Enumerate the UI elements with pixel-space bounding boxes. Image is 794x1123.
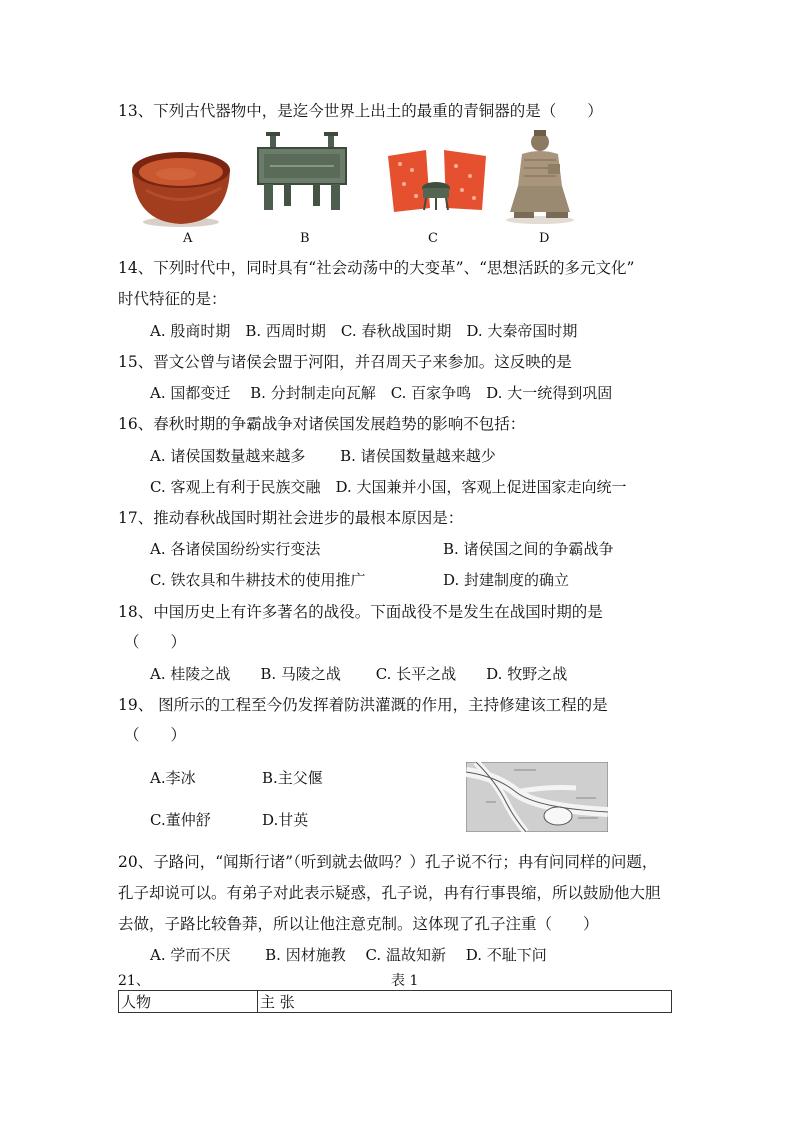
- q20-line1: 20、子路问，“闻斯行诸”（听到就去做吗？）孔子说不行；冉有问同样的问题，: [118, 853, 658, 871]
- dujiangyan-map-icon: [466, 762, 608, 832]
- pottery-bowl-icon: [126, 140, 236, 230]
- q17-option-c: C. 铁农具和牛耕技术的使用推广: [150, 571, 366, 589]
- q18-stem-line2: （ ）: [124, 633, 187, 651]
- q19-option-a: A.李冰: [150, 769, 196, 787]
- q17-option-a: A. 各诸侯国纷纷实行变法: [150, 540, 321, 558]
- q17-stem: 17、推动春秋战国时期社会进步的最根本原因是：: [118, 509, 464, 527]
- q15-stem: 15、晋文公曾与诸侯会盟于河阳，并召周天子来参加。这反映的是: [118, 353, 572, 371]
- terracotta-warrior-icon: [500, 128, 580, 224]
- q17-option-d: D. 封建制度的确立: [443, 571, 570, 589]
- q15-options: A. 国都变迁 B. 分封制走向瓦解 C. 百家争鸣 D. 大一统得到巩固: [150, 384, 613, 402]
- q18-stem-line1: 18、中国历史上有许多著名的战役。下面战役不是发生在战国时期的是: [118, 603, 603, 621]
- q21-table: [118, 990, 672, 1013]
- caption-c: C: [428, 231, 438, 246]
- q16-options-line2: C. 客观上有利于民族交融 D. 大国兼并小国，客观上促进国家走向统一: [150, 478, 627, 496]
- q21-number: 21、: [118, 973, 150, 989]
- q21-table-title: 表 1: [391, 973, 419, 989]
- q16-stem: 16、春秋时期的争霸战争对诸侯国发展趋势的影响不包括：: [118, 415, 526, 433]
- q19-stem-line1: 19、 图所示的工程至今仍发挥着防洪灌溉的作用，主持修建该工程的是: [118, 696, 608, 714]
- q18-options: A. 桂陵之战 B. 马陵之战 C. 长平之战 D. 牧野之战: [150, 665, 568, 683]
- q20-line2: 孔子却说可以。有弟子对此表示疑惑，孔子说，冉有行事畏缩，所以鼓励他大胆: [118, 884, 661, 902]
- q20-options: A. 学而不厌 B. 因材施教 C. 温故知新 D. 不耻下问: [150, 946, 547, 964]
- q14-stem-line2: 时代特征的是：: [118, 290, 227, 308]
- bronze-ding-icon: [250, 132, 354, 212]
- q14-options: A. 殷商时期 B. 西周时期 C. 春秋战国时期 D. 大秦帝国时期: [150, 322, 578, 340]
- caption-b: B: [300, 231, 310, 246]
- table-header-person: 人物: [119, 991, 258, 1013]
- q14-stem-line1: 14、下列时代中，同时具有“社会动荡中的大变革”、“思想活跃的多元文化”: [118, 259, 635, 277]
- q19-option-c: C.董仲舒: [150, 811, 211, 829]
- table-header-claim: 主 张: [258, 991, 672, 1013]
- q19-stem-line2: （ ）: [124, 726, 187, 744]
- q13-stem: 13、下列古代器物中，是迄今世界上出土的最重的青铜器的是（ ）: [118, 102, 603, 120]
- q17-option-b: B. 诸侯国之间的争霸战争: [443, 540, 614, 558]
- bronze-tripod-with-cloth-icon: [386, 148, 490, 214]
- caption-d: D: [539, 231, 550, 246]
- q16-options-line1: A. 诸侯国数量越来越多 B. 诸侯国数量越来越少: [150, 447, 496, 465]
- table-row: [119, 991, 672, 1013]
- q19-option-d: D.甘英: [262, 811, 309, 829]
- q20-line3: 去做，子路比较鲁莽，所以让他注意克制。这体现了孔子注重（ ）: [118, 915, 599, 933]
- q19-option-b: B.主父偃: [262, 769, 323, 787]
- caption-a: A: [183, 231, 193, 246]
